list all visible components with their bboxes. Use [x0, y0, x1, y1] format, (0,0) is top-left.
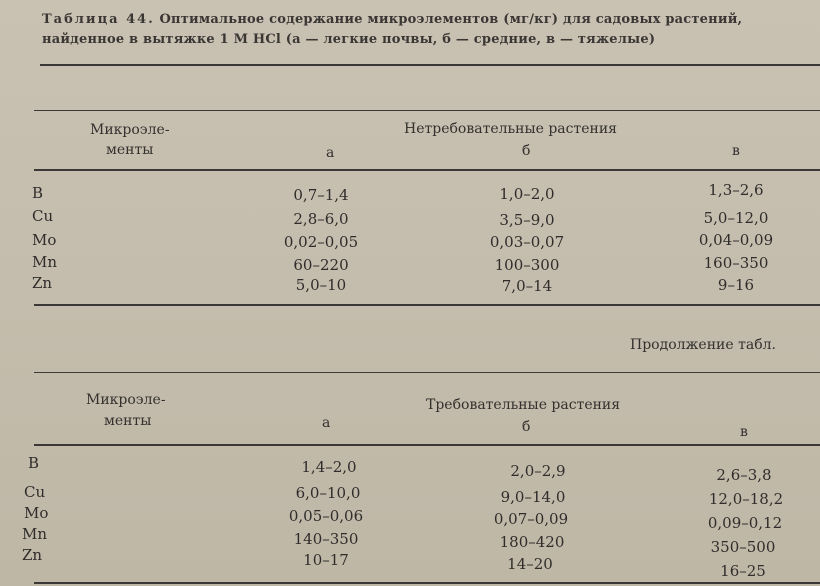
value-b: 9,0–14,0 [500, 488, 566, 506]
value-b: 3,5–9,0 [499, 211, 555, 229]
table2-col-c: в [740, 424, 748, 440]
value-a: 2,8–6,0 [293, 210, 349, 228]
value-b: 1,0–2,0 [499, 185, 555, 203]
value-a: 140–350 [293, 530, 359, 548]
element-symbol: B [28, 454, 40, 472]
table2-top-rule [34, 372, 820, 373]
table2-col-label-line2: менты [104, 413, 152, 429]
value-c: 0,09–0,12 [707, 514, 783, 532]
element-symbol: Zn [22, 546, 43, 564]
table1-top-rule [34, 110, 820, 111]
value-a: 0,02–0,05 [283, 233, 359, 251]
table1-group-title: Нетребовательные растения [404, 121, 618, 137]
value-c: 1,3–2,6 [708, 181, 764, 199]
table2-bottom-rule [34, 582, 820, 584]
element-symbol: Zn [32, 274, 53, 292]
value-c: 5,0–12,0 [703, 209, 769, 227]
table1-col-b: б [522, 143, 531, 159]
value-b: 2,0–2,9 [510, 462, 566, 480]
element-symbol: B [32, 184, 44, 202]
element-symbol: Mo [32, 231, 57, 249]
table-caption [42, 10, 812, 50]
element-symbol: Mn [22, 525, 48, 543]
table1-col-c: в [732, 143, 740, 159]
table1-col-a: а [326, 145, 335, 161]
element-symbol: Cu [32, 207, 54, 225]
value-c: 12,0–18,2 [708, 490, 784, 508]
element-symbol: Mn [32, 253, 58, 271]
value-c: 9–16 [717, 276, 755, 294]
value-c: 160–350 [703, 254, 769, 272]
table1-header-rule [34, 169, 820, 171]
value-c: 350–500 [710, 538, 776, 556]
table1-bottom-rule [34, 304, 820, 306]
value-c: 16–25 [720, 562, 766, 580]
value-b: 14–20 [507, 555, 553, 573]
value-a: 0,05–0,06 [288, 507, 364, 525]
table2-header-rule [34, 444, 820, 446]
continuation-note: Продолжение табл. [630, 337, 776, 353]
table1-col-label-line1: Микроэле- [90, 122, 170, 138]
value-a: 5,0–10 [295, 276, 347, 294]
table2-col-label-line1: Микроэле- [86, 392, 166, 408]
caption-rule [40, 64, 820, 66]
table1-col-label-line2: менты [106, 142, 154, 158]
caption-text: Оптимальное содержание микроэлементов (мг/кг) для садовых растений, найденное в вытяжке 1 М HCl (а — легкие почвы, б — средние, в — тяжелые) [42, 12, 743, 47]
value-c: 0,04–0,09 [698, 231, 774, 249]
table2-col-b: б [522, 419, 531, 435]
value-a: 0,7–1,4 [293, 186, 349, 204]
value-a: 60–220 [293, 256, 349, 274]
value-b: 100–300 [494, 256, 560, 274]
element-symbol: Mo [24, 504, 49, 522]
value-b: 7,0–14 [501, 277, 553, 295]
element-symbol: Cu [24, 483, 46, 501]
value-a: 1,4–2,0 [301, 458, 357, 476]
table2-col-a: а [322, 415, 331, 431]
value-c: 2,6–3,8 [716, 466, 772, 484]
table2-group-title: Требовательные растения [426, 397, 621, 413]
value-a: 6,0–10,0 [295, 484, 361, 502]
value-b: 0,03–0,07 [489, 233, 565, 251]
value-a: 10–17 [303, 551, 349, 569]
value-b: 0,07–0,09 [493, 510, 569, 528]
value-b: 180–420 [499, 533, 565, 551]
caption-label: Таблица 44. [42, 12, 155, 27]
